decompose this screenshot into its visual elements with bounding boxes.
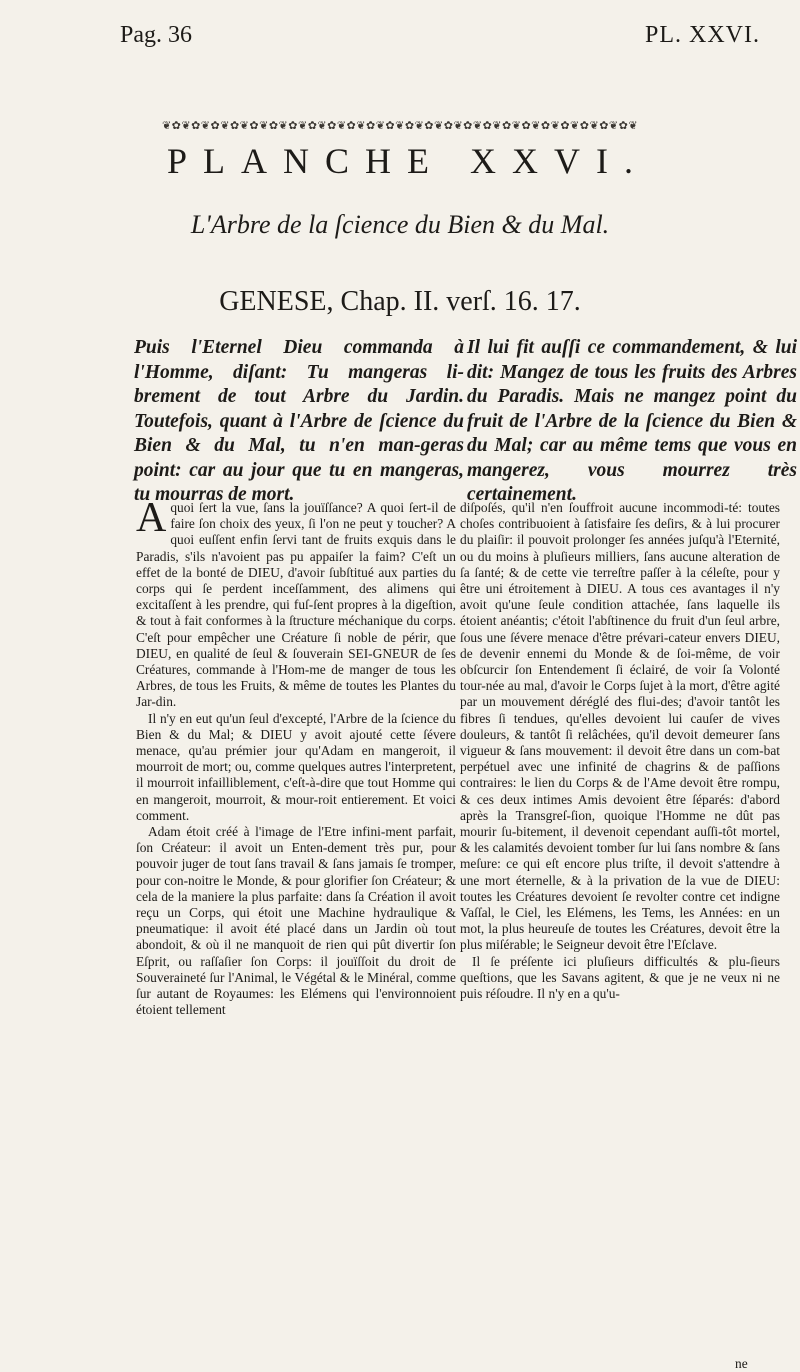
verse-right: Il lui fit auſſi ce commandement, & lui dit: Mangez de tous les fruits des Arbres du Paradis. Mais ne mangez point du fruit de l'Arbre de la ſcience du Bien & du Mal; car au même tems que vous en mangerez, vous mourrez très certainement. bbox=[467, 337, 797, 505]
body-paragraph-text: quoi ſert la vue, ſans la jouïſſance? A quoi ſert-il de faire ſon choix des yeux, ſi l'on ne peut y toucher? A quoi euſſent enfin ſervi tant de fruits exquis dans le Paradis, s'ils n'avoient pas pu appaiſer la faim? C'eſt un effet de la bonté de DIEU, d'avoir ſubſtitué aux parties du corps qui ſe perdent inceſſamment, des alimens qui excitaſſent à les prendre, qui fuſ-ſent propres à la digeſtion, & tout à fait conformes à la ſtructure méchanique du corps. C'eſt pour empêcher une Créature ſi noble de périr, que DIEU, en qualité de ſeul & ſouverain SEI-GNEUR de ſes Créatures, commande à l'Hom-me de manger de tous les Arbres, de tous les Fruits, & même de toutes les Plantes du Jar-din. bbox=[136, 500, 456, 710]
body-paragraph bbox=[136, 495, 456, 711]
body-column-right bbox=[460, 500, 780, 1002]
scripture-reference: GENESE, Chap. II. verſ. 16. 17. bbox=[219, 286, 581, 317]
verse-left: Puis l'Eternel Dieu commanda à l'Homme, diſant: Tu mangeras li-brement de tout Arbre du Jardin. Toutefois, quant à l'Arbre de ſcience du Bien & du Mal, tu n'en man-geras point: car au jour que tu en mangeras, tu mourras de mort. bbox=[134, 337, 464, 505]
ornament-band: ❦✿❦✿❦✿❦✿❦✿❦✿❦✿❦✿❦✿❦✿❦✿❦✿❦✿❦✿❦✿❦✿❦✿❦✿❦✿❦✿❦✿❦✿❦✿❦✿❦ bbox=[161, 120, 639, 132]
body-column-left bbox=[136, 495, 456, 1019]
body-paragraph: diſpoſés, qu'il n'en ſouffroit aucune incommodi-té: toutes choſes contribuoient à ſatisfaire ſes deſirs, & à lui procurer du plaiſir: il pouvoit prolonger ſes années juſqu'à l'Eternité, ou du moins à pluſieurs milliers, ſans aucune alteration de ſa ſanté; & de cette vie terreſtre paſſer à la céleſte, pour y être uni étroitement à DIEU. A tous ces avantages il n'y avoit qu'une ſeule condition attachée, ſans laquelle ils étoient anéantis; c'étoit l'abſtinence du fruit d'un ſeul arbre, ſous une ſévere menace d'être prévari-cateur envers DIEU, de devenir ennemi du Monde & de ſoi-même, de voir obſcurcir ſon Entendement ſi éclairé, de voir ſa Volonté tour-née au mal, d'avoir le Corps ſujet à la mort, d'être agité par un mouvement déréglé des flui-des; d'avoir tantôt les fibres ſi tendues, qu'elles devoient lui cauſer de vives douleurs, & tantôt ſi relâchées, qu'il devoit demeurer ſans vigueur & ſans mouvement: il devoit être dans un com-bat perpétuel avec une infinité de chagrins & de paſſions contraires: le lien du Corps & de l'Ame devoit être rompu, & ces deux intimes Amis devoient être ſéparés: d'abord après la Transgreſ-ſion, quoique l'Homme ne dût pas mourir ſu-bitement, il devenoit cependant auſſi-tôt mortel, & les calamités devoient tomber ſur lui ſans nombre & ſans meſure: ce qui eſt encore plus triſte, il devoit s'attendre à une mort éternelle, & à la privation de la vue de DIEU: toutes les Créatures devoient ſe revolter contre cet indigne Vaſſal, le Ciel, les Elémens, les Tems, les Années: en un mot, la plus heureuſe de toutes les Créatures, devoit être la plus miſérable; le Seigneur devoit être l'Eſclave. bbox=[460, 500, 780, 953]
running-head bbox=[120, 14, 760, 54]
plate-number: PL. XXVI. bbox=[645, 22, 760, 48]
body-paragraph: Il n'y en eut qu'un ſeul d'excepté, l'Arbre de la ſcience du Bien & du Mal; & DIEU y avoit ajouté cette ſévere menace, qu'au prémier jour qu'Adam en mangeroit, il mourroit de mort; ou, comme quelques autres l'interpretent, il mourroit infailliblement, c'eſt-à-dire que tout Homme qui en mangeroit, mourroit, & mour-roit entierement. Et voici comment. bbox=[136, 710, 456, 823]
plate-subtitle: L'Arbre de la ſcience du Bien & du Mal. bbox=[190, 210, 610, 239]
plate-title: PLANCHE XXVI. bbox=[167, 141, 649, 181]
body-paragraph: Il ſe préſente ici pluſieurs difficultés & plu-ſieurs queſtions, que les Savans agitent, & que je ne veux ni ne puis réſoudre. Il n'y en a qu'u- bbox=[460, 953, 780, 1002]
body-paragraph: Adam étoit créé à l'image de l'Etre infini-ment parfait, ſon Créateur: il avoit un Enten-dement très pur, pour pouvoir juger de tout ſans travail & ſans jamais ſe tromper, pour con-noitre le Monde, & pour glorifier ſon Créateur; & cela de la maniere la plus parfaite: dans ſa Création il avoit reçu un Corps, qui étoit une Machine hydraulique & pneumatique: il avoit été placé dans un Jardin où tout abondoit, & où il ne manquoit de rien qui pût divertir ſon Eſprit, ou raſſaſier ſon Corps: il jouïſſoit du droit de Souveraineté ſur l'Animal, le Végétal & le Minéral, comme ſur autant de Royaumes: les Elémens qui l'environnoient étoient tellement bbox=[136, 824, 456, 1018]
drop-cap: A bbox=[136, 495, 167, 541]
catchword: ne bbox=[735, 1356, 748, 1371]
page-number: Pag. 36 bbox=[120, 22, 192, 48]
